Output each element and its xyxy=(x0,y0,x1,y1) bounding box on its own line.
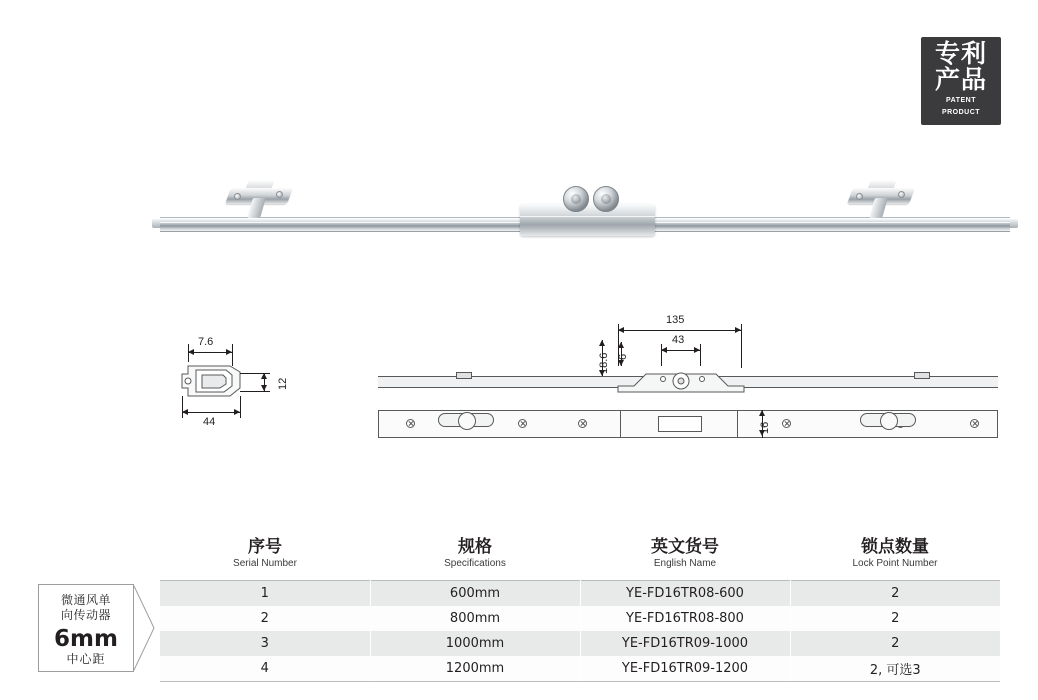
feature-callout-box xyxy=(38,584,134,672)
side-view-keep-left xyxy=(456,372,472,379)
lock-keep-right xyxy=(850,180,912,220)
cell-points: 2 xyxy=(790,581,1000,607)
patent-badge-cn-line1: 专利 xyxy=(934,39,987,68)
face-handle-slot xyxy=(658,416,702,432)
header-spec-cn: 规格 xyxy=(458,537,492,557)
keep-screw-left-1 xyxy=(234,193,241,200)
table-row xyxy=(160,581,1000,607)
dim-arrow-135-left xyxy=(618,327,624,333)
dim-arrow-44-right xyxy=(234,409,240,415)
dim-label-44: 44 xyxy=(203,416,216,428)
header-serial-cn: 序号 xyxy=(248,537,282,557)
cell-points: 2, 可选3 xyxy=(790,656,1000,682)
header-points-en: Lock Point Number xyxy=(852,558,938,569)
technical-drawings xyxy=(0,310,1038,490)
table-header-points xyxy=(790,536,1000,581)
callout-line-2: 向传动器 xyxy=(60,607,111,622)
dim-arrow-6-bottom xyxy=(618,360,624,366)
cell-serial: 4 xyxy=(160,656,370,682)
cell-name: YE-FD16TR09-1000 xyxy=(580,631,790,656)
table-header-serial xyxy=(160,536,370,581)
callout-line-1: 微通风单 xyxy=(60,592,111,607)
gearbox-housing xyxy=(520,204,655,236)
patent-badge-en-line1: PATENT xyxy=(946,97,976,104)
header-name-cn: 英文货号 xyxy=(651,537,719,557)
table-header-row xyxy=(160,536,1000,581)
cell-name: YE-FD16TR08-800 xyxy=(580,606,790,631)
faceplate-screw-4 xyxy=(782,419,791,428)
cell-points: 2 xyxy=(790,631,1000,656)
dim-arrow-12-top xyxy=(261,373,267,379)
lock-keep-left xyxy=(228,180,290,220)
dim-arrow-44-left xyxy=(182,409,188,415)
dim-label-43: 43 xyxy=(672,334,685,346)
callout-size: 6mm xyxy=(54,625,118,652)
product-photo-top-view xyxy=(150,170,1020,250)
dim-line-44 xyxy=(182,412,240,413)
dim-label-18-6: 18.6 xyxy=(598,352,610,374)
cell-serial: 2 xyxy=(160,606,370,631)
lock-face-view xyxy=(378,406,998,442)
keep-screw-right-2 xyxy=(898,191,905,198)
table-row xyxy=(160,631,1000,656)
cell-spec: 600mm xyxy=(370,581,580,607)
cell-serial: 1 xyxy=(160,581,370,607)
cell-points: 2 xyxy=(790,606,1000,631)
side-view-keep-right xyxy=(914,372,930,379)
dim-ext-12-bottom xyxy=(240,391,270,392)
cell-serial: 3 xyxy=(160,631,370,656)
callout-size-label: 中心距 xyxy=(66,651,106,666)
cell-spec: 800mm xyxy=(370,606,580,631)
keep-screw-left-2 xyxy=(276,191,283,198)
dim-arrow-18-6-top xyxy=(599,340,605,346)
table-header-name xyxy=(580,536,790,581)
cell-name: YE-FD16TR08-600 xyxy=(580,581,790,607)
table-row xyxy=(160,656,1000,682)
dim-arrow-16-top xyxy=(759,410,765,416)
faceplate-screw-2 xyxy=(518,419,527,428)
header-spec-en: Specifications xyxy=(444,558,506,569)
patent-badge-en-line2: PRODUCT xyxy=(941,109,981,116)
dim-arrow-7-6-left xyxy=(188,349,194,355)
table-row xyxy=(160,606,1000,631)
patent-badge-cn-line2: 产品 xyxy=(934,65,987,94)
face-cam-circle-right xyxy=(880,412,898,430)
cell-name: YE-FD16TR09-1200 xyxy=(580,656,790,682)
dim-ext-44-right xyxy=(240,396,241,418)
dim-label-7-6: 7.6 xyxy=(198,336,214,348)
dim-arrow-7-6-right xyxy=(226,349,232,355)
dim-label-16: 16 xyxy=(759,421,771,434)
dim-ext-43-right xyxy=(700,344,701,366)
dim-arrow-43-right xyxy=(694,347,700,353)
lock-side-view xyxy=(378,314,998,398)
dim-arrow-12-bottom xyxy=(261,385,267,391)
table-header-spec xyxy=(370,536,580,581)
header-name-en: English Name xyxy=(653,558,717,569)
face-cam-circle-left xyxy=(458,412,476,430)
dim-line-135 xyxy=(618,330,741,331)
header-points-cn: 锁点数量 xyxy=(861,537,929,557)
dim-arrow-43-left xyxy=(661,347,667,353)
dim-ext-7-6-right xyxy=(232,344,233,366)
dim-arrow-6-top xyxy=(618,342,624,348)
dim-ext-135-right xyxy=(741,324,742,368)
side-view-gearbox xyxy=(616,366,746,396)
dim-label-6: 6 xyxy=(617,353,629,360)
dim-arrow-135-right xyxy=(735,327,741,333)
cam-roller-2 xyxy=(593,186,619,212)
cell-spec: 1200mm xyxy=(370,656,580,682)
callout-pointer-icon xyxy=(134,584,156,672)
faceplate-screw-1 xyxy=(406,419,415,428)
dim-label-12: 12 xyxy=(277,377,289,390)
patent-product-badge xyxy=(921,37,1001,125)
keep-section-outline xyxy=(178,358,298,428)
faceplate-screw-6 xyxy=(970,419,979,428)
faceplate-screw-3 xyxy=(578,419,587,428)
header-serial-en: Serial Number xyxy=(233,558,297,569)
specification-table xyxy=(160,536,1000,682)
cell-spec: 1000mm xyxy=(370,631,580,656)
keep-screw-right-1 xyxy=(856,193,863,200)
dim-label-135: 135 xyxy=(666,314,685,326)
cam-roller-1 xyxy=(563,186,589,212)
